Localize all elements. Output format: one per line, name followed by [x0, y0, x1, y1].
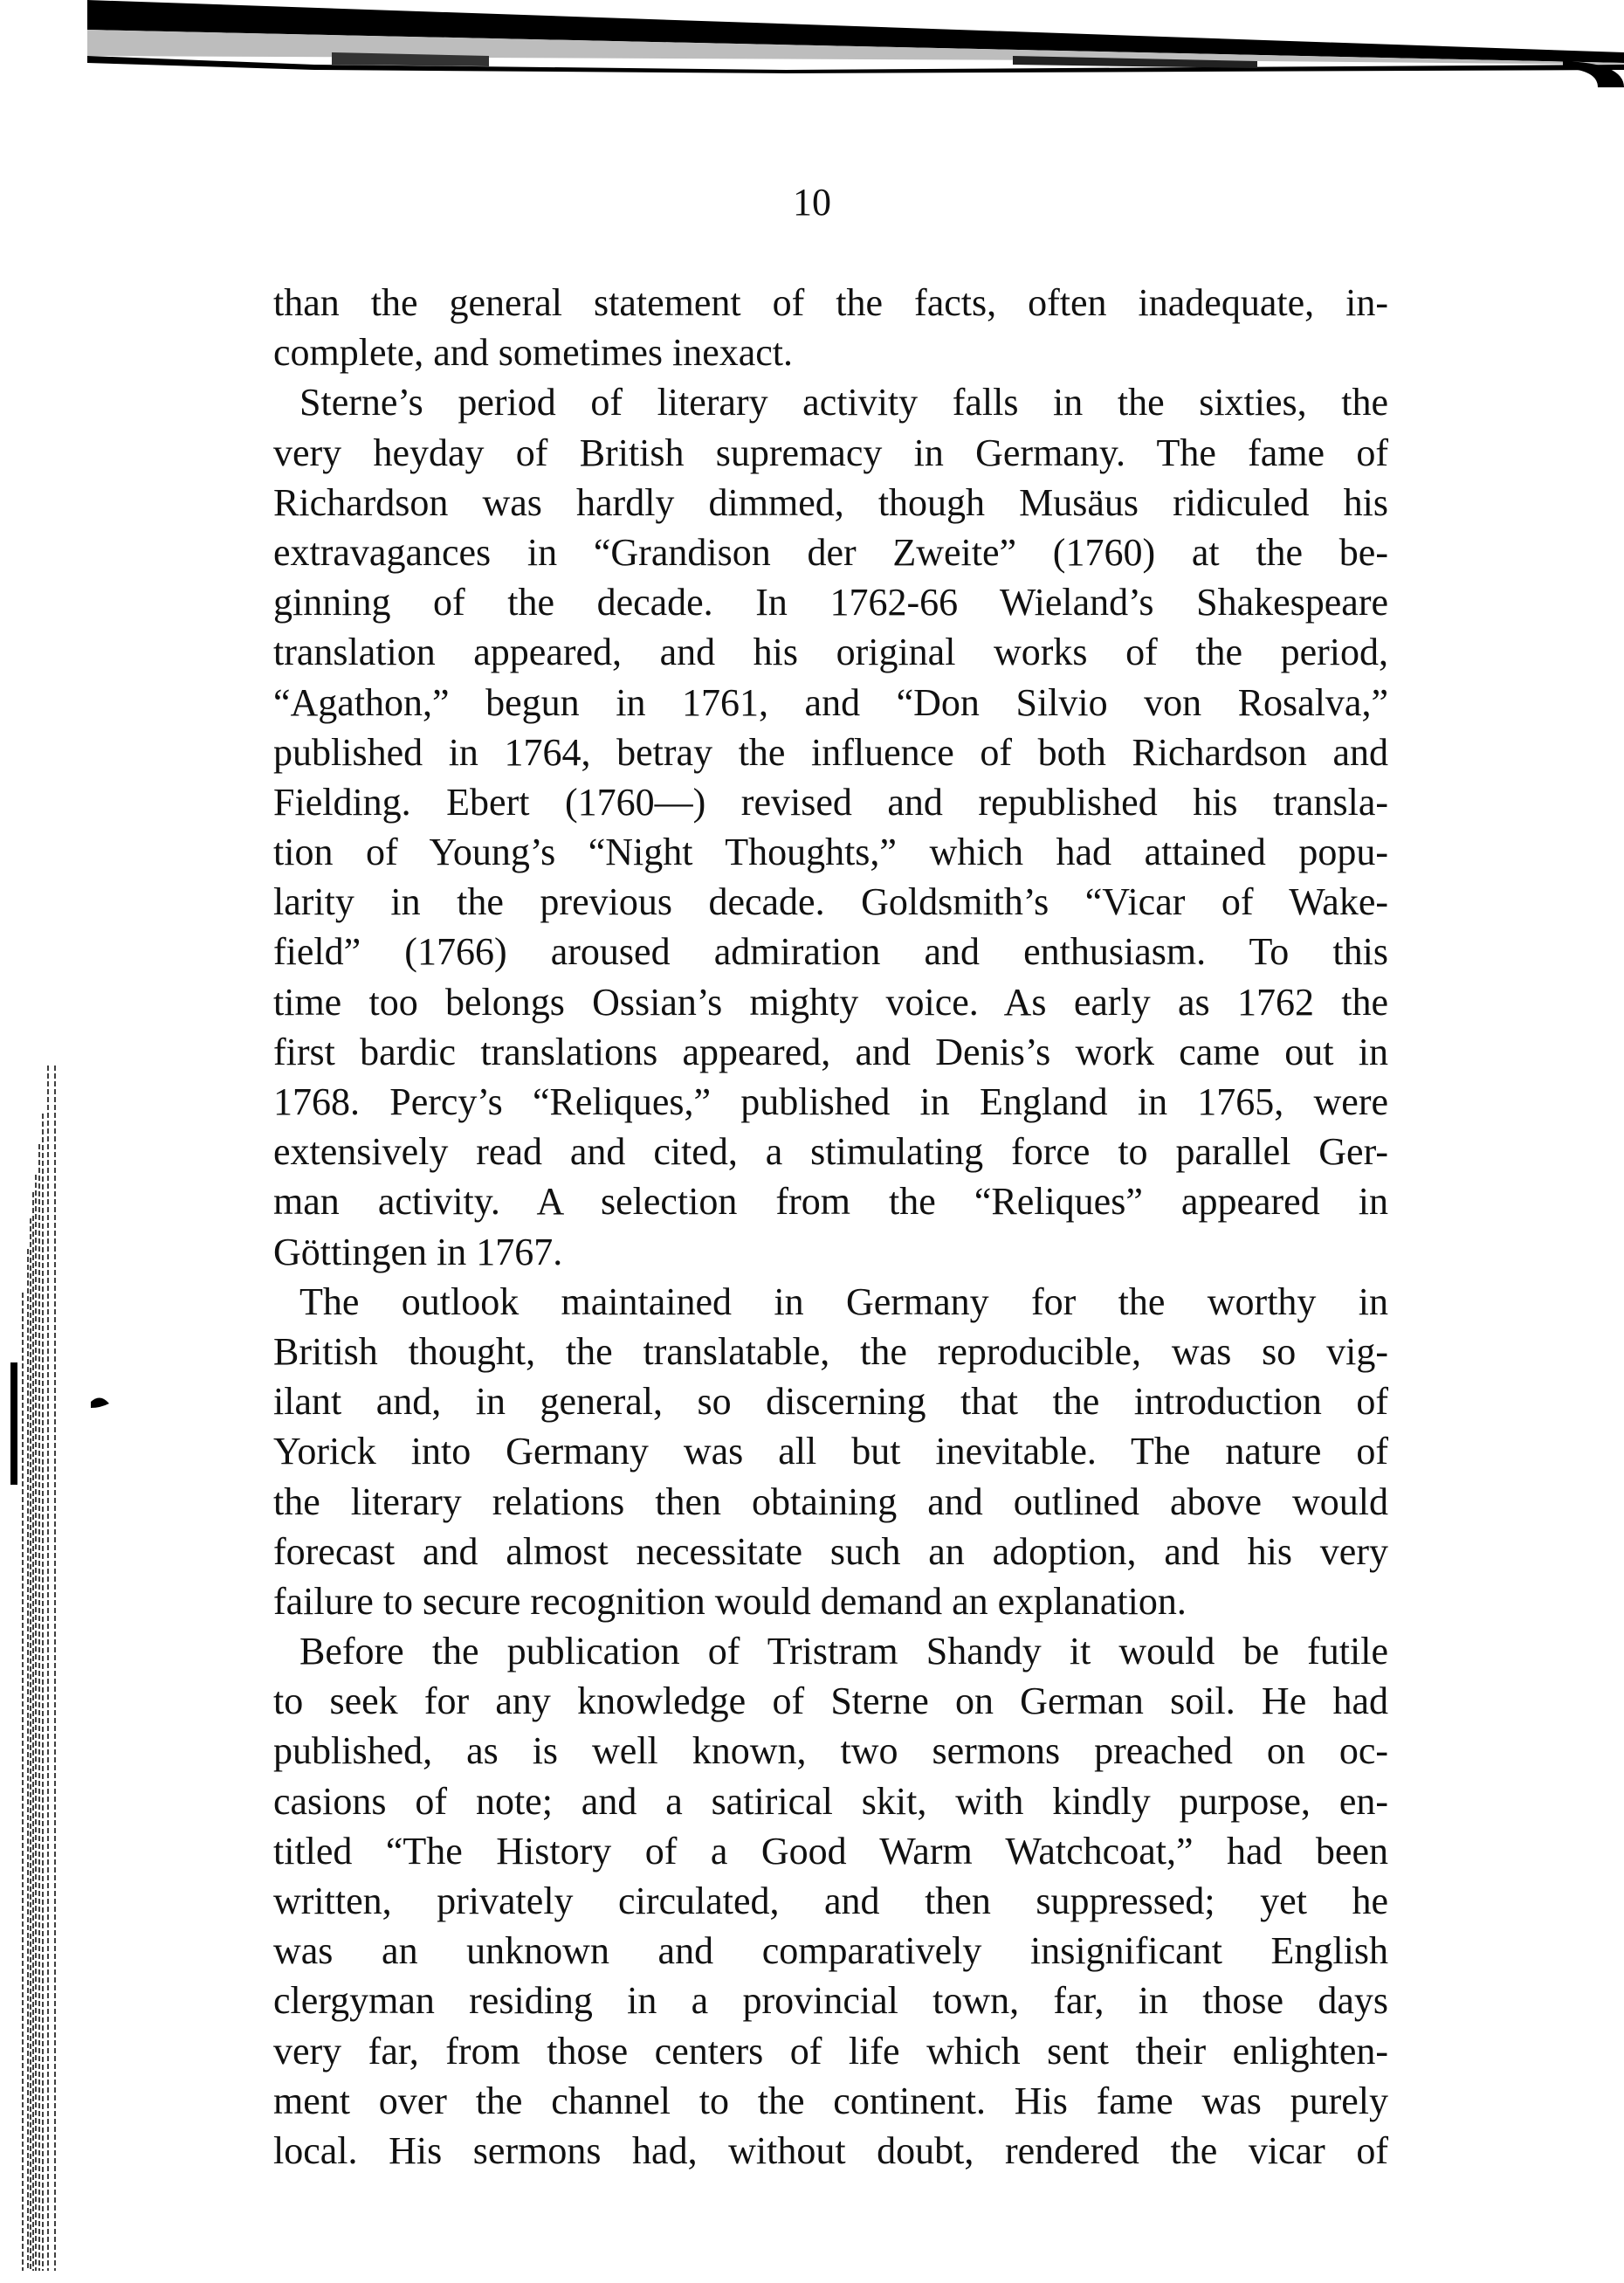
text-line: Sterne’s period of literary activity falls in the sixties, the — [299, 381, 1388, 424]
text-line: Fielding. Ebert (1760—) revised and republished his transla- — [273, 780, 1388, 824]
text-line: “Agathon,” begun in 1761, and “Don Silvio von Rosalva,” — [273, 680, 1388, 724]
text-line: man activity. A selection from the “Reliques” appeared in — [273, 1180, 1388, 1224]
text-line: very heyday of British supremacy in Germany. The fame of — [273, 431, 1388, 474]
text-line: very far, from those centers of life which sent their enlighten- — [273, 2029, 1388, 2073]
text-line: Göttingen in 1767. — [273, 1230, 563, 1273]
text-line: local. His sermons had, without doubt, rendered the vicar of — [273, 2128, 1388, 2172]
text-line: time too belongs Ossian’s mighty voice. As early as 1762 the — [273, 980, 1388, 1024]
text-line: complete, and sometimes inexact. — [273, 331, 794, 375]
text-line: Before the publication of Tristram Shandy it would be futile — [299, 1630, 1388, 1673]
text-line: was an unknown and comparatively insignificant English — [273, 1929, 1388, 1973]
text-line: published, as is well known, two sermons preached on oc- — [273, 1729, 1388, 1773]
text-line: than the general statement of the facts, often inadequate, in- — [273, 281, 1388, 324]
text-line: tion of Young’s “Night Thoughts,” which had attained popu- — [273, 831, 1388, 874]
text-line: failure to secure recognition would demand an explanation. — [273, 1579, 1187, 1623]
text-line: larity in the previous decade. Goldsmith’s “Vicar of Wake- — [273, 880, 1388, 924]
page-number: 10 — [793, 181, 831, 224]
text-line: first bardic translations appeared, and Denis’s work came out in — [273, 1030, 1388, 1073]
text-line: 1768. Percy’s “Reliques,” published in England in 1765, were — [273, 1080, 1388, 1123]
text-line: published in 1764, betray the influence of both Richardson and — [273, 730, 1388, 774]
text-line: the literary relations then obtaining and outlined above would — [273, 1479, 1388, 1523]
scan-margin-artifact — [0, 1048, 218, 2283]
text-line: ment over the channel to the continent. His fame was purely — [273, 2079, 1388, 2122]
body-text — [273, 278, 1388, 2176]
text-line: The outlook maintained in Germany for the worthy in — [299, 1279, 1388, 1323]
scan-edge-artifact — [0, 0, 1624, 87]
text-line: titled “The History of a Good Warm Watchcoat,” had been — [273, 1829, 1388, 1873]
text-line: forecast and almost necessitate such an adoption, and his very — [273, 1529, 1388, 1573]
text-line: to seek for any knowledge of Sterne on German soil. He had — [273, 1679, 1388, 1723]
text-line: written, privately circulated, and then suppressed; yet he — [273, 1880, 1388, 1922]
text-line: clergyman residing in a provincial town, far, in those days — [273, 1979, 1388, 2023]
text-line: extensively read and cited, a stimulating force to parallel Ger- — [273, 1130, 1388, 1174]
text-line: Yorick into Germany was all but inevitable. The nature of — [273, 1430, 1388, 1473]
text-line: extravagances in “Grandison der Zweite” (1760) at the be- — [273, 530, 1388, 574]
text-line: Richardson was hardly dimmed, though Musäus ridiculed his — [273, 480, 1388, 524]
text-line: casions of note; and a satirical skit, with kindly purpose, en- — [273, 1779, 1388, 1823]
text-line: ginning of the decade. In 1762-66 Wieland’s Shakespeare — [273, 581, 1388, 624]
text-line: ilant and, in general, so discerning that the introduction of — [273, 1380, 1388, 1424]
text-line: translation appeared, and his original works of the period, — [273, 631, 1388, 674]
text-line: field” (1766) aroused admiration and enthusiasm. To this — [273, 930, 1388, 974]
text-line: British thought, the translatable, the reproducible, was so vig- — [273, 1329, 1388, 1373]
